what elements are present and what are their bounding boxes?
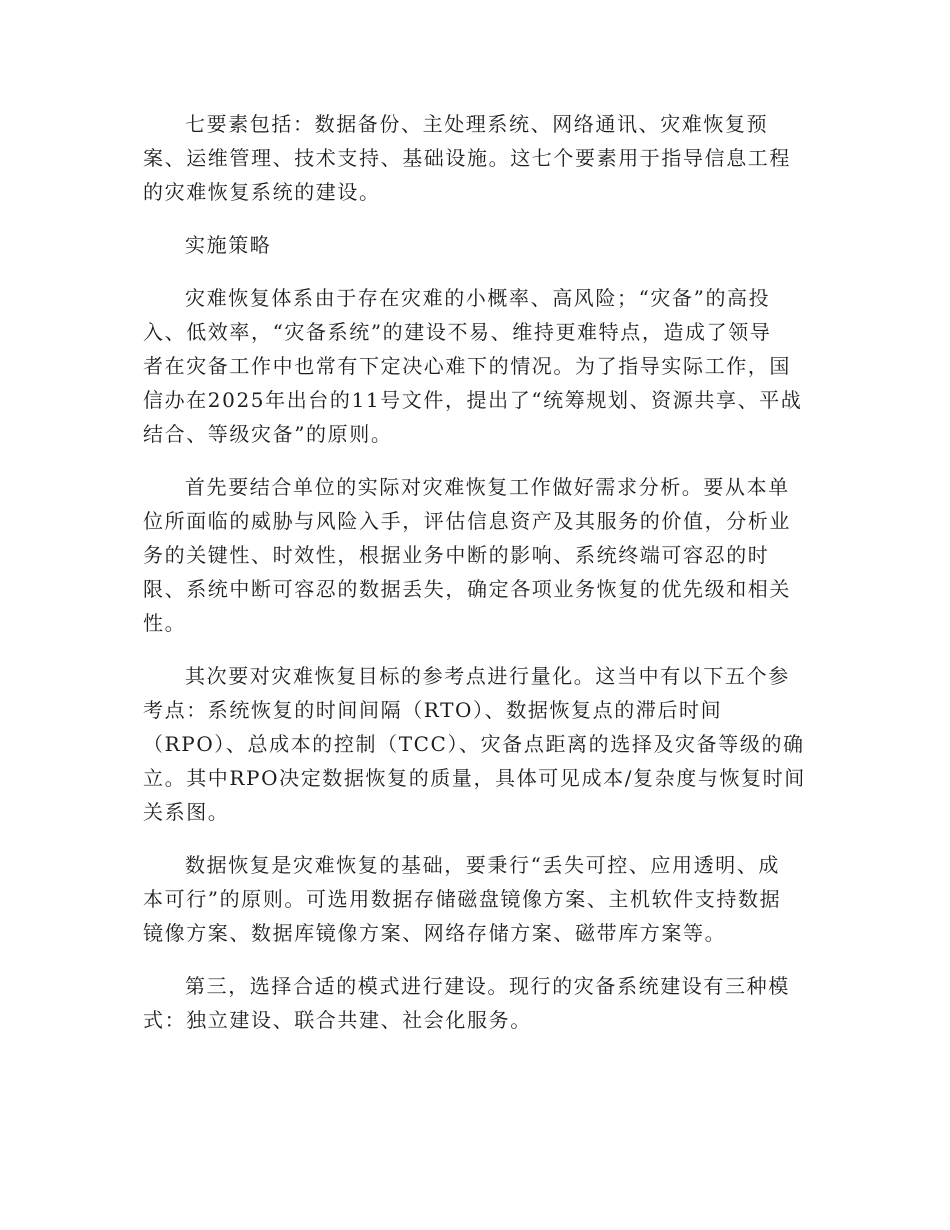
paragraph-line: 立。其中RPO决定数据恢复的质量，具体可见成本/复杂度与恢复时间 — [143, 766, 806, 790]
paragraph-build-mode — [143, 969, 813, 1037]
paragraph-line: 式：独立建设、联合共建、社会化服务。 — [143, 1008, 532, 1032]
paragraph-line: 信办在2025年出台的11号文件，提出了“统筹规划、资源共享、平战 — [143, 388, 803, 412]
paragraph-line: 案、运维管理、技术支持、基础设施。这七个要素用于指导信息工程 — [143, 146, 791, 170]
paragraph-spacer — [143, 640, 813, 659]
paragraph-line: （RPO）、总成本的控制（TCC）、灾备点距离的选择及灾备等级的确 — [143, 732, 805, 756]
paragraph-line: 关系图。 — [143, 800, 230, 824]
paragraph-line: 入、低效率，“灾备系统”的建设不易、维持更难特点，造成了领导 — [143, 320, 772, 344]
paragraph-line: 首先要结合单位的实际对灾难恢复工作做好需求分析。要从本单 — [185, 475, 790, 499]
document-body — [143, 107, 813, 1037]
paragraph-line: 务的关键性、时效性，根据业务中断的影响、系统终端可容忍的时 — [143, 543, 770, 567]
paragraph-line: 数据恢复是灾难恢复的基础，要秉行“丢失可控、应用透明、成 — [185, 853, 781, 877]
paragraph-spacer — [143, 829, 813, 848]
paragraph-line: 的灾难恢复系统的建设。 — [143, 180, 381, 204]
paragraph-line: 灾难恢复体系由于存在灾难的小概率、高风险；“灾备”的高投 — [185, 286, 771, 310]
section-heading: 实施策略 — [185, 233, 272, 257]
paragraph-seven-elements — [143, 107, 813, 209]
paragraph-line: 者在灾备工作中也常有下定决心难下的情况。为了指导实际工作，国 — [143, 354, 791, 378]
paragraph-line: 结合、等级灾备”的原则。 — [143, 422, 393, 446]
paragraph-spacer — [143, 209, 813, 228]
section-heading-strategy — [143, 228, 813, 262]
paragraph-line: 考点：系统恢复的时间间隔（RTO）、数据恢复点的滞后时间 — [143, 698, 723, 722]
paragraph-line: 限、系统中断可容忍的数据丢失，确定各项业务恢复的优先级和相关 — [143, 577, 791, 601]
paragraph-line: 七要素包括：数据备份、主处理系统、网络通讯、灾难恢复预 — [185, 112, 769, 136]
paragraph-line: 位所面临的威胁与风险入手，评估信息资产及其服务的价值，分析业 — [143, 509, 791, 533]
paragraph-line: 其次要对灾难恢复目标的参考点进行量化。这当中有以下五个参 — [185, 664, 790, 688]
paragraph-data-recovery — [143, 848, 813, 950]
paragraph-line: 性。 — [143, 611, 187, 635]
paragraph-spacer — [143, 451, 813, 470]
paragraph-spacer — [143, 950, 813, 969]
paragraph-line: 本可行”的原则。可选用数据存储磁盘镜像方案、主机软件支持数据 — [143, 887, 782, 911]
paragraph-quantify-targets — [143, 659, 813, 829]
paragraph-spacer — [143, 262, 813, 281]
paragraph-needs-analysis — [143, 470, 813, 640]
paragraph-line: 镜像方案、数据库镜像方案、网络存储方案、磁带库方案等。 — [143, 921, 727, 945]
paragraph-line: 第三，选择合适的模式进行建设。现行的灾备系统建设有三种模 — [185, 974, 790, 998]
paragraph-background — [143, 281, 813, 451]
